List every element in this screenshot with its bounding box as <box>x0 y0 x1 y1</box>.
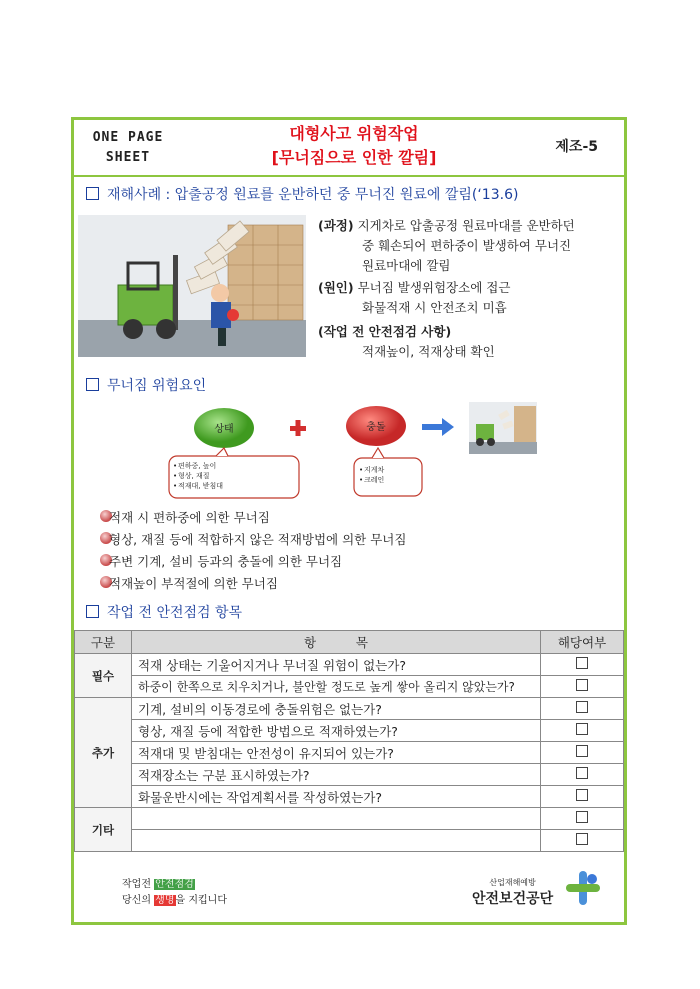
process-text-1: 지게차로 압출공정 원료마대를 운반하던 <box>357 218 575 233</box>
slogan-part-c: 당신의 <box>122 895 151 906</box>
check-cell[interactable] <box>541 676 624 698</box>
check-cell[interactable] <box>541 720 624 742</box>
square-bullet-icon <box>86 378 99 391</box>
case-heading <box>86 184 518 204</box>
check-cell[interactable] <box>541 742 624 764</box>
risk-cause-1: 적재 시 편하중에 의한 무너짐 <box>109 510 270 525</box>
plus-icon <box>290 420 306 436</box>
cause-label: (원인) <box>318 280 354 295</box>
cause-text-2: 화물적재 시 안전조치 미흡 <box>362 300 507 315</box>
check-item: 기계, 설비의 이동경로에 충돌위험은 없는가? <box>132 698 541 720</box>
checklist-heading <box>86 602 242 622</box>
check-item-empty[interactable] <box>132 808 541 830</box>
table-row <box>75 830 624 852</box>
arrow-icon <box>422 418 454 436</box>
title-line1: 대형사고 위험작업 <box>289 124 419 143</box>
checkbox-icon[interactable] <box>576 745 588 757</box>
risk-heading <box>86 375 206 395</box>
agency-logo-icon <box>564 869 602 907</box>
state-item-3: 적재대, 받침대 <box>178 482 224 490</box>
collision-item-2: 크레인 <box>364 476 385 484</box>
sheet-header <box>74 120 624 177</box>
checklist-table <box>74 630 624 852</box>
checkbox-icon[interactable] <box>576 679 588 691</box>
accident-illustration <box>78 215 306 357</box>
square-bullet-icon <box>86 605 99 618</box>
state-item-1: 편하중, 높이 <box>178 462 217 470</box>
slogan <box>122 877 227 909</box>
col-category: 구분 <box>75 631 132 654</box>
category-required: 필수 <box>75 654 132 698</box>
checkbox-icon[interactable] <box>576 789 588 801</box>
risk-cause-2: 형상, 재질 등에 적합하지 않은 적재방법에 의한 무너짐 <box>109 532 407 547</box>
category-additional: 추가 <box>75 698 132 808</box>
collision-node-label: 충돌 <box>366 422 386 433</box>
check-item: 적재대 및 받침대는 안전성이 유지되어 있는가? <box>132 742 541 764</box>
table-header-row <box>75 631 624 654</box>
check-item: 하중이 한쪽으로 치우치거나, 불안할 정도로 높게 쌓아 올리지 않았는가? <box>132 676 541 698</box>
table-row <box>75 654 624 676</box>
risk-diagram <box>154 398 624 503</box>
slogan-highlight-1: 안전점검 <box>155 879 194 890</box>
checkbox-icon[interactable] <box>576 833 588 845</box>
state-item-2: 형상, 재질 <box>178 472 210 480</box>
state-node-label: 상태 <box>214 424 234 435</box>
category-other: 기타 <box>75 808 132 852</box>
svg-text:•: • <box>173 462 178 470</box>
collision-item-1: 지게차 <box>364 466 385 474</box>
svg-text:•: • <box>173 482 178 490</box>
table-row <box>75 742 624 764</box>
process-text-2: 중 훼손되어 편하중이 발생하여 무너진 <box>362 238 572 253</box>
process-label: (과정) <box>318 218 354 233</box>
slogan-part-e: 을 지킵니다 <box>175 895 227 906</box>
process-block <box>318 216 575 276</box>
checkbox-icon[interactable] <box>576 723 588 735</box>
label-line2: SHEET <box>105 150 151 165</box>
page-title <box>224 122 484 170</box>
table-row <box>75 786 624 808</box>
org-tagline: 산업재해예방 <box>489 878 536 887</box>
col-applicable: 해당여부 <box>541 631 624 654</box>
case-heading-text: 재해사례 : 압출공정 원료를 운반하던 중 무너진 원료에 깔림(‘13.6) <box>107 187 519 203</box>
svg-text:•: • <box>359 466 364 474</box>
org-logo <box>472 877 553 908</box>
table-row <box>75 808 624 830</box>
org-name: 안전보건공단 <box>472 891 554 907</box>
square-bullet-icon <box>86 187 99 200</box>
col-item: 항 목 <box>132 631 541 654</box>
checkbox-icon[interactable] <box>576 811 588 823</box>
slogan-part-a: 작업전 <box>122 879 151 890</box>
check-item: 적재 상태는 기울어지거나 무너질 위험이 없는가? <box>132 654 541 676</box>
one-page-sheet-label <box>78 128 178 168</box>
check-cell[interactable] <box>541 764 624 786</box>
checkbox-icon[interactable] <box>576 701 588 713</box>
table-row <box>75 720 624 742</box>
check-cell[interactable] <box>541 808 624 830</box>
sheet-code: 제조-5 <box>555 139 598 155</box>
title-line2: [무너짐으로 인한 깔림] <box>271 148 437 167</box>
sheet <box>71 117 627 925</box>
risk-cause-3: 주변 기계, 설비 등과의 충돌에 의한 무너짐 <box>109 554 343 569</box>
svg-text:•: • <box>359 476 364 484</box>
check-item: 화물운반시에는 작업계획서를 작성하였는가? <box>132 786 541 808</box>
check-cell[interactable] <box>541 654 624 676</box>
pre-check-block <box>318 322 495 362</box>
pre-check-label: (작업 전 안전점검 사항) <box>318 324 452 339</box>
cause-block <box>318 278 510 318</box>
checklist-heading-text: 작업 전 안전점검 항목 <box>107 605 243 621</box>
pre-check-text: 적재높이, 적재상태 확인 <box>362 344 495 359</box>
check-item: 형상, 재질 등에 적합한 방법으로 적재하였는가? <box>132 720 541 742</box>
footer <box>74 865 624 925</box>
cause-text-1: 무너짐 발생위험장소에 접근 <box>357 280 511 295</box>
risk-heading-text: 무너짐 위험요인 <box>107 378 207 394</box>
checkbox-icon[interactable] <box>576 767 588 779</box>
slogan-highlight-2: 생명 <box>155 895 175 906</box>
risk-cause-4: 적재높이 부적절에 의한 무너짐 <box>109 576 278 591</box>
checkbox-icon[interactable] <box>576 657 588 669</box>
check-item-empty[interactable] <box>132 830 541 852</box>
table-row <box>75 676 624 698</box>
process-text-3: 원료마대에 깔림 <box>362 258 451 273</box>
thumbnail-illustration <box>469 402 537 454</box>
svg-text:•: • <box>173 472 178 480</box>
check-cell[interactable] <box>541 786 624 808</box>
check-cell[interactable] <box>541 830 624 852</box>
check-item: 적재장소는 구분 표시하였는가? <box>132 764 541 786</box>
label-line1: ONE PAGE <box>92 130 164 145</box>
table-row <box>75 698 624 720</box>
table-row <box>75 764 624 786</box>
check-cell[interactable] <box>541 698 624 720</box>
